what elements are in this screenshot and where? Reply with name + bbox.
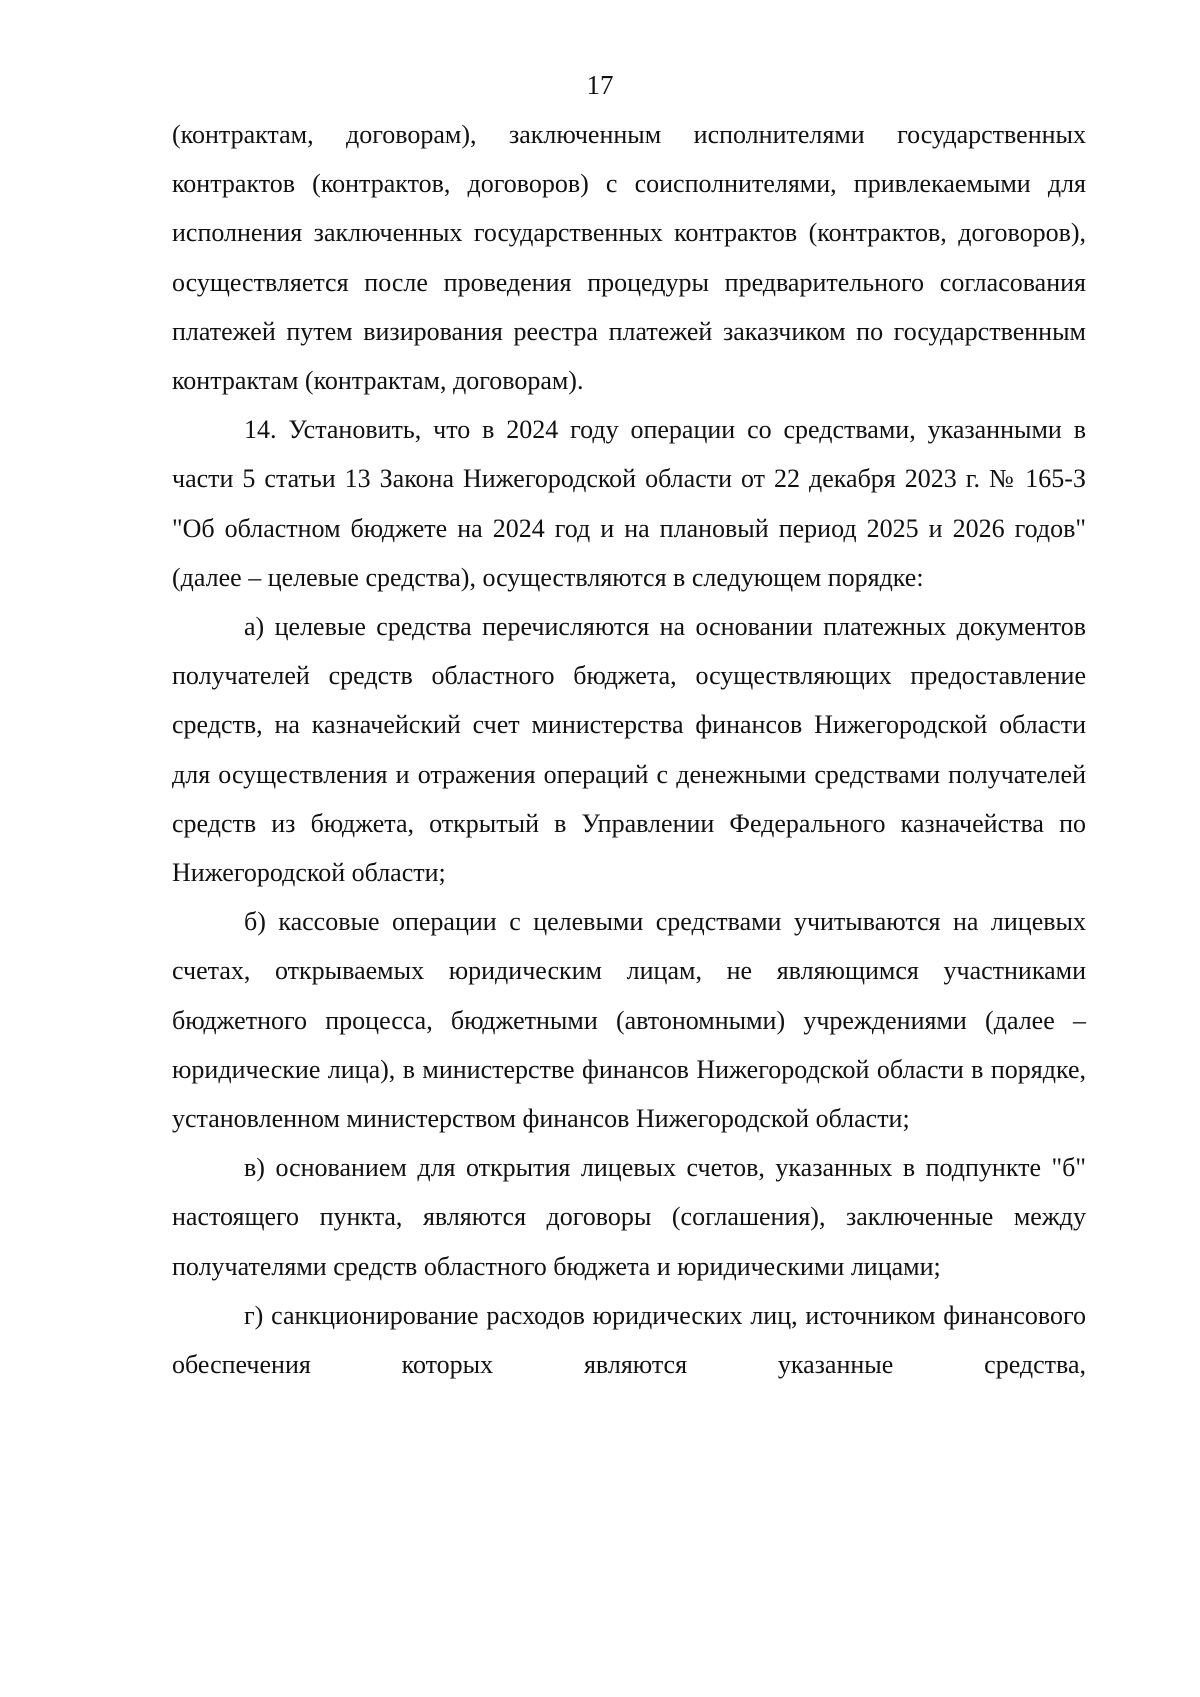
page-number: 17 <box>586 70 614 100</box>
document-body <box>172 110 1086 1389</box>
paragraph-subitem-g: г) санкционирование расходов юридических лиц, источником финансового обеспечения которых являются указанные средства, <box>172 1300 1086 1380</box>
paragraph-subitem-a: а) целевые средства перечисляются на основании платежных документов получателей средств областного бюджета, осуществляющих предоставление средств, на казначейский счет министерства финансов Нижегородской области для осуществления и отражения операций с денежными средствами получателей средств из бюджета, открытый в Управлении Федерального казначейства по Нижегородской области; <box>172 612 1086 888</box>
paragraph-subitem-v: в) основанием для открытия лицевых счетов, указанных в подпункте "б" настоящего пункта, являются договоры (соглашения), заключенные между получателями средств областного бюджета и юридическими лицами; <box>172 1153 1086 1281</box>
paragraph-item-14: 14. Установить, что в 2024 году операции со средствами, указанными в части 5 статьи 13 Закона Нижегородской области от 22 декабря 2023 г. № 165-З "Об областном бюджете на 2024 год и на плановый период 2025 и 2026 годов" (далее – целевые средства), осуществляются в следующем порядке: <box>172 415 1086 592</box>
paragraph-continuation: (контрактам, договорам), заключенным исполнителями государственных контрактов (контрактов, договоров) с соисполнителями, привлекаемыми для исполнения заключенных государственных контрактов (контрактов, договоров), осуществляется после проведения процедуры предварительного согласования платежей путем визирования реестра платежей заказчиком по государственным контрактам (контрактам, договорам). <box>172 120 1086 396</box>
paragraph-subitem-b: б) кассовые операции с целевыми средствами учитываются на лицевых счетах, открываемых юридическим лицам, не являющимся участниками бюджетного процесса, бюджетными (автономными) учреждениями (далее – юридические лица), в министерстве финансов Нижегородской области в порядке, установленном министерством финансов Нижегородской области; <box>172 907 1086 1134</box>
